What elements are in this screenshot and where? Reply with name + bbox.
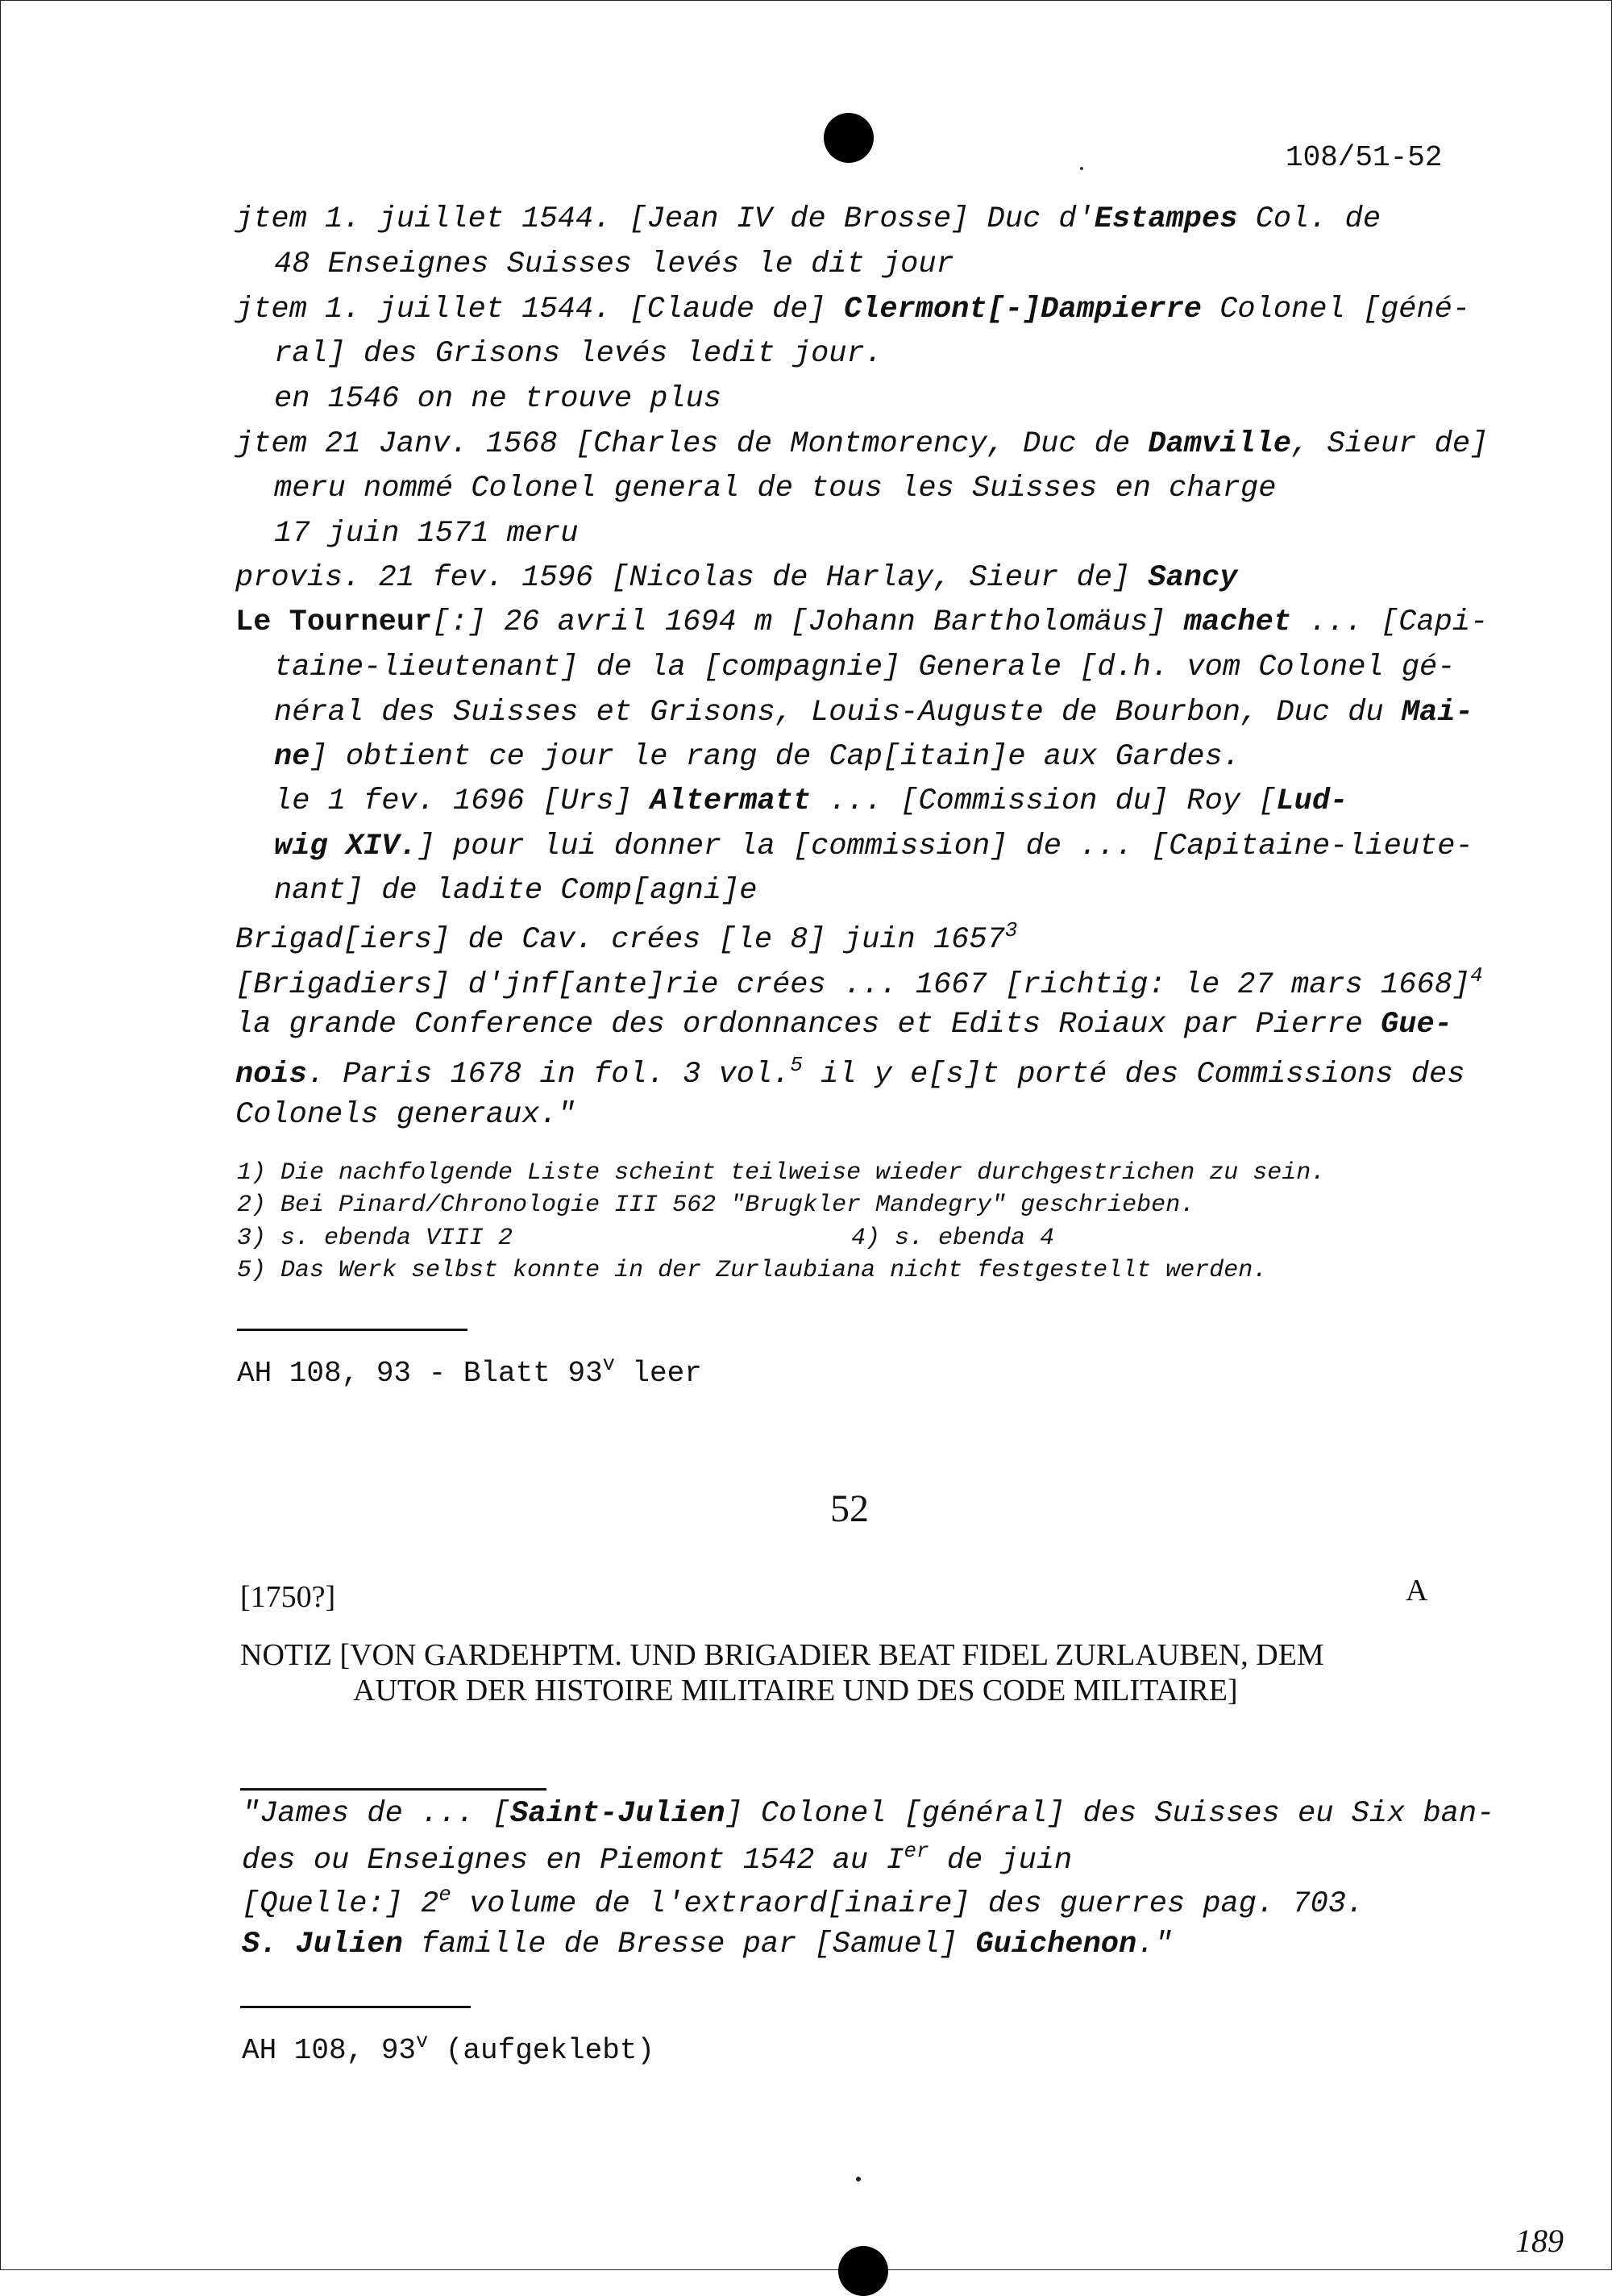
entry-line: taine-lieutenant] de la [compagnie] Generale [d.h. vom Colonel gé-: [274, 651, 1456, 684]
divider: [240, 2006, 471, 2008]
document-title: AUTOR DER HISTOIRE MILITAIRE UND DES CODE MILITAIRE]: [353, 1674, 1238, 1707]
document-number: 52: [830, 1487, 869, 1530]
entry-line: le 1 fev. 1696 [Urs] Altermatt ... [Commission du] Roy [Lud-: [274, 784, 1348, 818]
entry-line: néral des Suisses et Grisons, Louis-Auguste de Bourbon, Duc du Mai-: [274, 696, 1473, 730]
entry-line: ral] des Grisons levés ledit jour.: [274, 337, 883, 371]
entry-line: jtem 1. juillet 1544. [Claude de] Clermont[-]Dampierre Colonel [géné-: [235, 293, 1471, 327]
entry-line: jtem 1. juillet 1544. [Jean IV de Brosse] Duc d'Estampes Col. de: [235, 202, 1381, 236]
entry-line: wig XIV.] pour lui donner la [commission] de ... [Capitaine-lieute-: [274, 830, 1473, 863]
punch-hole-mark-bottom: [838, 2246, 888, 2296]
entry-line: Brigad[iers] de Cav. crées [le 8] juin 1657$^3$: [235, 918, 1018, 958]
entry-line: meru nommé Colonel general de tous les Suisses en charge: [274, 472, 1277, 505]
document-date: [1750?]: [240, 1580, 336, 1614]
page-reference: 108/51-52: [1286, 141, 1443, 174]
footnote: 1) Die nachfolgende Liste scheint teilweise wieder durchgestrichen zu sein.: [237, 1159, 1326, 1187]
entry-line: [Brigadiers] d'jnf[ante]rie crées ... 1667 [richtig: le 27 mars 1668]$^4$: [235, 963, 1483, 1003]
divider: [240, 1788, 546, 1791]
punch-hole-mark: [824, 113, 874, 163]
entry-line: la grande Conference des ordonnances et Edits Roiaux par Pierre Gue-: [235, 1008, 1452, 1042]
handwritten-folio-number: 189: [1515, 2223, 1564, 2259]
entry-line: en 1546 on ne trouve plus: [274, 382, 722, 416]
speck-dot: [856, 2177, 861, 2182]
source-line: AH 108, 93 - Blatt 93$^v$ leer: [237, 1353, 702, 1390]
entry-line: jtem 21 Janv. 1568 [Charles de Montmorency, Duc de Damville, Sieur de]: [235, 427, 1489, 461]
footnote-ref: 5: [790, 1053, 803, 1077]
quote-line: [Quelle:] 2e volume de l'extraord[inaire] des guerres pag. 703.: [242, 1882, 1365, 1922]
entry-line: Le Tourneur[:] 26 avril 1694 m [Johann Bartholomäus] machet ... [Capi-: [235, 605, 1489, 639]
footnote: 5) Das Werk selbst konnte in der Zurlaubiana nicht festgestellt werden.: [237, 1257, 1268, 1284]
quote-line: des ou Enseignes en Piemont 1542 au Ier de juin: [242, 1839, 1073, 1878]
entry-line: 17 juin 1571 meru: [274, 517, 579, 551]
entry-line: nois. Paris 1678 in fol. 3 vol.$^5$ il y e[s]t porté des Commissions des: [235, 1053, 1465, 1092]
document-marker: A: [1406, 1574, 1428, 1608]
quote-line: S. Julien famille de Bresse par [Samuel] Guichenon.": [242, 1928, 1173, 1961]
footnote: 2) Bei Pinard/Chronologie III 562 "Brugkler Mandegry" geschrieben.: [237, 1192, 1195, 1219]
entry-line: ne] obtient ce jour le rang de Cap[itain]e aux Gardes.: [274, 740, 1241, 774]
entry-line: nant] de ladite Comp[agni]e: [274, 874, 758, 908]
document-title: NOTIZ [VON GARDEHPTM. UND BRIGADIER BEAT FIDEL ZURLAUBEN, DEM: [240, 1638, 1324, 1672]
footnote: 4) s. ebenda 4: [851, 1225, 1055, 1252]
entry-line: 48 Enseignes Suisses levés le dit jour: [274, 247, 954, 281]
speck-dot: [1080, 167, 1083, 170]
entry-line: Colonels generaux.": [235, 1098, 575, 1132]
footnote-ref: 4: [1470, 963, 1483, 988]
footnote: 3) s. ebenda VIII 2: [237, 1225, 513, 1252]
source-line: AH 108, 93$^v$ (aufgeklebt): [242, 2030, 655, 2067]
quote-line: "James de ... [Saint-Julien] Colonel [général] des Suisses eu Six ban-: [242, 1797, 1495, 1831]
divider: [237, 1329, 467, 1331]
entry-line: provis. 21 fev. 1596 [Nicolas de Harlay, Sieur de] Sancy: [235, 561, 1238, 595]
footnote-ref: 3: [1004, 918, 1018, 942]
